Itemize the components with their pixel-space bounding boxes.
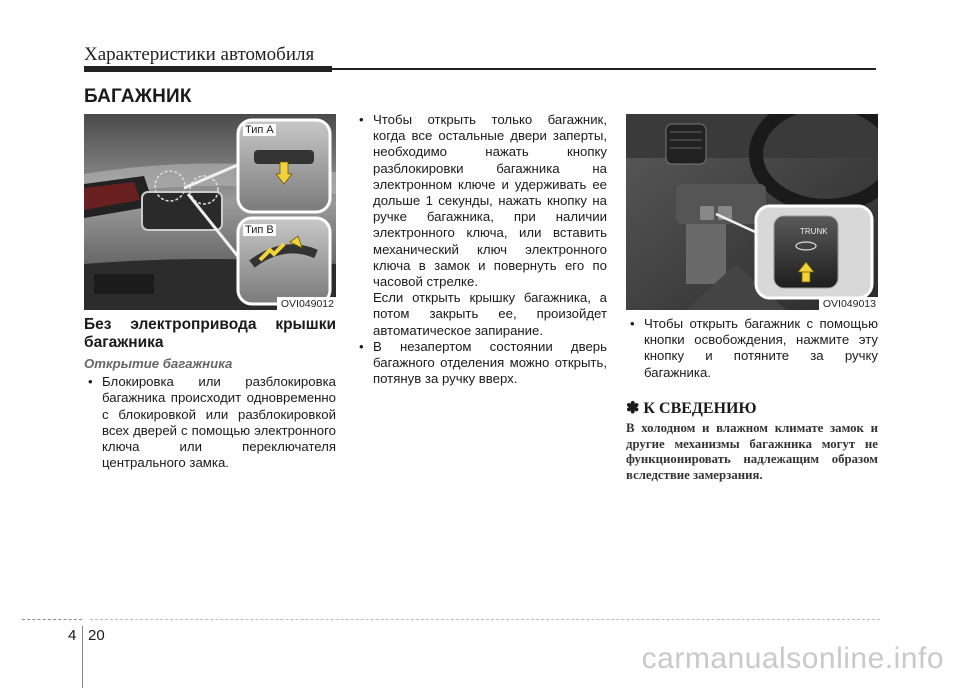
- column-2: [355, 112, 607, 387]
- trunk-button-figure: [626, 114, 878, 310]
- chapter-number: 4: [68, 627, 77, 644]
- bullet-marker: •: [359, 338, 364, 354]
- subsubsection-heading: Открытие багажника: [84, 356, 233, 371]
- interior-illustration: [626, 114, 878, 310]
- column-3: [626, 316, 878, 483]
- header-rule-thick: [84, 66, 332, 72]
- car-rear-illustration: [84, 114, 336, 310]
- bullet-text: Чтобы открыть багажник с помощью кнопки освобождения, нажмите эту кнопку и потяните за ручку багажника.: [644, 316, 878, 380]
- type-b-label: Тип B: [245, 224, 274, 236]
- bullet-paragraph: [84, 374, 336, 471]
- bullet-text: Блокировка или разблокировка багажника происходит одновременно с блокировкой или разблокировкой всех дверей с помощью электронного ключа или переключателя центрального замка.: [102, 374, 336, 471]
- trunk-photo-figure: [84, 114, 336, 310]
- page-number-divider: [82, 626, 83, 688]
- indented-paragraph: Если открыть крышку багажника, а потом закрыть ее, произойдет автоматическое запирание.: [373, 290, 607, 338]
- bullet-marker: •: [88, 374, 93, 390]
- bullet-text: Чтобы открыть только багажник, когда все остальные двери заперты, необходимо нажать кнопку разблокировки багажника на электронном ключе и удерживать ее дольше 1 секунды, нажать кнопку на ручке багажника, при наличии электронного ключа, или вставить механический ключ электронного ключа в замок и повернуть его по часовой стрелке.: [373, 112, 607, 290]
- notice-heading: ✽ К СВЕДЕНИЮ: [626, 399, 757, 417]
- bullet-marker: •: [359, 112, 364, 127]
- figure-code: OVI049013: [819, 297, 878, 310]
- trunk-button-text: TRUNK: [800, 227, 828, 236]
- figure-code: OVI049012: [277, 297, 336, 310]
- bullet-marker: •: [630, 316, 635, 331]
- bullet-text: В незапертом состоянии дверь багажного отделения можно открыть, потянув за ручку вверх.: [373, 338, 607, 387]
- bullet-paragraph: [355, 339, 607, 388]
- subsection-heading: Без электропривода крышки багажника: [84, 316, 336, 351]
- type-a-label: Тип A: [245, 124, 274, 136]
- chapter-title: Характеристики автомобиля: [84, 44, 315, 65]
- notice-text: В холодном и влажном климате замок и другие механизмы багажника могут не функционировать надлежащим образом вследствие замерзания.: [626, 421, 878, 482]
- header-rule-thin: [332, 68, 876, 70]
- section-title: БАГАЖНИК: [84, 86, 192, 107]
- watermark: carmanualsonline.info: [641, 642, 944, 675]
- column-1: [84, 316, 336, 471]
- bullet-paragraph: [355, 112, 607, 290]
- footer-divider: [22, 619, 82, 620]
- bullet-paragraph: [626, 316, 878, 381]
- footer-divider: [90, 619, 880, 620]
- page-number: 20: [88, 627, 105, 644]
